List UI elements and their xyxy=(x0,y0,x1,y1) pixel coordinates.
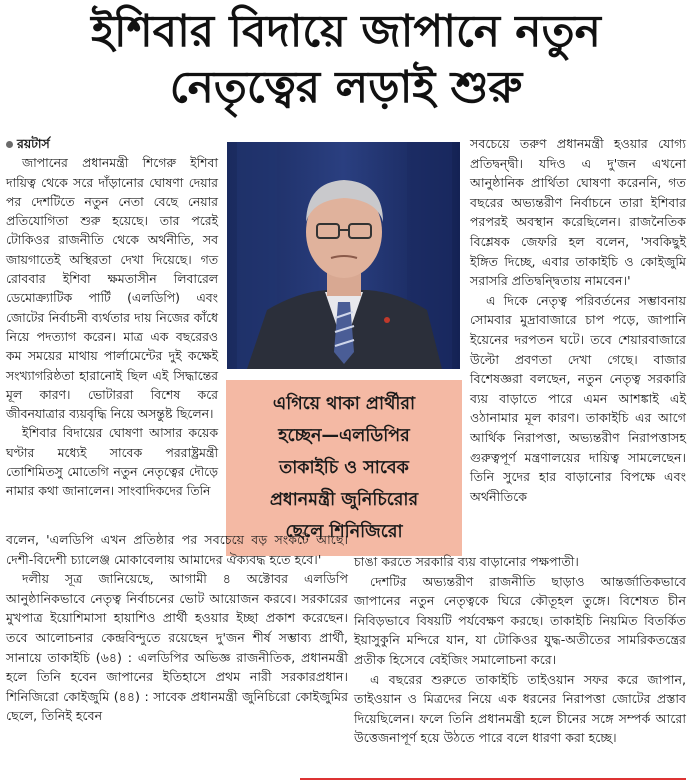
paragraph: সবচেয়ে তরুণ প্রধানমন্ত্রী হওয়ার যোগ্য প্রতিদ্বন্দ্বী। যদিও এ দু'জন এখনো আনুষ্ঠানিক প্রার্থিতা ঘোষণা করেননি, গত বছরের অভ্যন্তরীণ নির্বাচনে তারা ইশিবার পরপরই অবস্থান করেছিলেন। রাজনৈতিক বিশ্লেষক জেফরি হল বলেন, 'সবকিছুই ইঙ্গিত দিচ্ছে, এবার তাকাইচি ও কোইজুমি সরাসরি প্রতিদ্বন্দ্বিতায় নামবেন।' xyxy=(470,136,686,289)
article-column-bottom-right xyxy=(354,552,686,748)
paragraph: জাপানের প্রধানমন্ত্রী শিগেরু ইশিবা দায়িত্ব থেকে সরে দাঁড়ানোর ঘোষণা দেয়ার পর দেশটিতে নতুন নেতা বেছে নেয়ার প্রতিযোগিতা শুরু হয়েছে। তার পরেই টোকিওর রাজনীতি থেকে অর্থনীতি, সব জায়গাতেই অস্থিরতা দেখা দিয়েছে। গত রোববার ইশিবা ক্ষমতাসীন লিবারেল ডেমোক্র্যাটিক পার্টি (এলডিপি) এবং জোটের নির্বাচনী ব্যর্থতার দায় নিজের কাঁধে নিয়ে পদত্যাগ করেন। মাত্র এক বছরেরও কম সময়ের মাথায় পার্লামেন্টের দুই কক্ষেই সংখ্যাগরিষ্ঠতা হারানোই ছিল এই সিদ্ধান্তের মূল কারণ। ভোটাররা বিশেষ করে জীবনযাত্রার ব্যয়বৃদ্ধি নিয়ে অসন্তুষ্ট ছিলেন। xyxy=(6,155,218,422)
article-column-bottom-left xyxy=(6,530,348,726)
paragraph: ইশিবার বিদায়ের ঘোষণা আসার কয়েক ঘণ্টার মধ্যেই সাবেক পররাষ্ট্রমন্ত্রী তোশিমিতসু মোতেগি নতুন নেতৃত্বের দৌড়ে নামার কথা জানালেন। সাংবাদিকদের তিনি xyxy=(6,425,218,499)
pull-quote-line: ছেলে শিনিজিরো xyxy=(285,522,403,542)
paragraph: এ বছরের শুরুতে তাকাইচি তাইওয়ান সফর করে জাপান, তাইওয়ান ও মিত্রদের নিয়ে এক ধরনের নিরাপত্তা জোটের প্রস্তাব দিয়েছিলেন। ফলে তিনি প্রধানমন্ত্রী হলে চীনের সঙ্গে সম্পর্ক আরো উত্তেজনাপূর্ণ হয়ে উঠতে পারে বলে ধারণা করা হচ্ছে। xyxy=(354,671,686,746)
pull-quote-line: প্রধানমন্ত্রী জুনিচিরোর xyxy=(269,490,419,510)
headline-line-1: ইশিবার বিদায়ে জাপানে নতুন xyxy=(91,6,601,57)
portrait-illustration xyxy=(227,142,460,369)
headline-line-2: নেতৃত্বের লড়াই শুরু xyxy=(169,62,523,113)
bullet-icon xyxy=(6,141,13,148)
pull-quote-line: তাকাইচি ও সাবেক xyxy=(279,458,409,478)
pull-quote-line: এগিয়ে থাকা প্রার্থীরা xyxy=(272,394,416,414)
paragraph: দেশটির অভ্যন্তরীণ রাজনীতি ছাড়াও আন্তর্জাতিকভাবে জাপানের নতুন নেতৃত্বকে ঘিরে কৌতূহল তুঙ্গে। বিশেষত চীন নিবিড়ভাবে বিষয়টি পর্যবেক্ষণ করছে। তাকাইচি নিয়মিত বিতর্কিত ইয়াসুকুনি মন্দিরে যান, যা টোকিওর যুদ্ধ-অতীতের সামরিকতন্ত্রের প্রতীক হিসেবে বেইজিং সমালোচনা করে। xyxy=(354,573,686,667)
paragraph: দলীয় সূত্র জানিয়েছে, আগামী ৪ অক্টোবর এলডিপি আনুষ্ঠানিকভাবে নেতৃত্ব নির্বাচনের ভোট আয়োজন করবে। সরকারের মুখপাত্র ইয়োশিমাসা হায়াশিও প্রার্থী হওয়ার ইচ্ছা প্রকাশ করেছেন। তবে আলোচনার কেন্দ্রবিন্দুতে রয়েছেন দু'জন শীর্ষ সম্ভাব্য প্রার্থী, সানায়ে তাকাইচি (৬৪) : এলডিপির অভিজ্ঞ রাজনীতিক, প্রধানমন্ত্রী হলে তিনি হবেন জাপানের ইতিহাসে প্রথম নারী সরকারপ্রধান। শিনিজিরো কোইজুমি (৪৪) : সাবেক প্রধানমন্ত্রী জুনিচিরো কোইজুমির ছেলে, তিনিই হবেন xyxy=(6,571,348,724)
dateline-line xyxy=(6,134,218,153)
dateline: রয়টার্স xyxy=(17,136,50,151)
paragraph: বলেন, 'এলডিপি এখন প্রতিষ্ঠার পর সবচেয়ে বড় সংকটে আছে। দেশী-বিদেশী চ্যালেঞ্জ মোকাবেলায় আমাদের ঐক্যবদ্ধ হতে হবে।' xyxy=(6,532,348,567)
bottom-rule xyxy=(300,778,686,780)
pull-quote-line: হচ্ছেন—এলডিপির xyxy=(278,426,410,446)
article-column-left xyxy=(6,134,218,501)
paragraph: এ দিকে নেতৃত্ব পরিবর্তনের সম্ভাবনায় সোমবার মুদ্রাবাজারে চাপ পড়ে, জাপানি ইয়েনের দরপতন ঘটে। তবে শেয়ারবাজারে উল্টো প্রবণতা দেখা গেছে। বাজার বিশেষজ্ঞরা বলছেন, নতুন নেতৃত্ব সরকারি ব্যয় বাড়াতে পারে এমন আশঙ্কাই এই ওঠানামার মূল কারণ। তাকাইচি এর আগে আর্থিক নিরাপত্তা, অভ্যন্তরীণ নিরাপত্তাসহ গুরুত্বপূর্ণ মন্ত্রণালয়ের দায়িত্ব সামলেছেন। তিনি সুদের হার বাড়ানোর বিপক্ষে এবং অর্থনীতিকে xyxy=(470,292,686,504)
article-column-right xyxy=(470,134,686,506)
article-photo xyxy=(227,142,460,369)
paragraph: চাঙা করতে সরকারি ব্যয় বাড়ানোর পক্ষপাতী। xyxy=(354,554,579,569)
